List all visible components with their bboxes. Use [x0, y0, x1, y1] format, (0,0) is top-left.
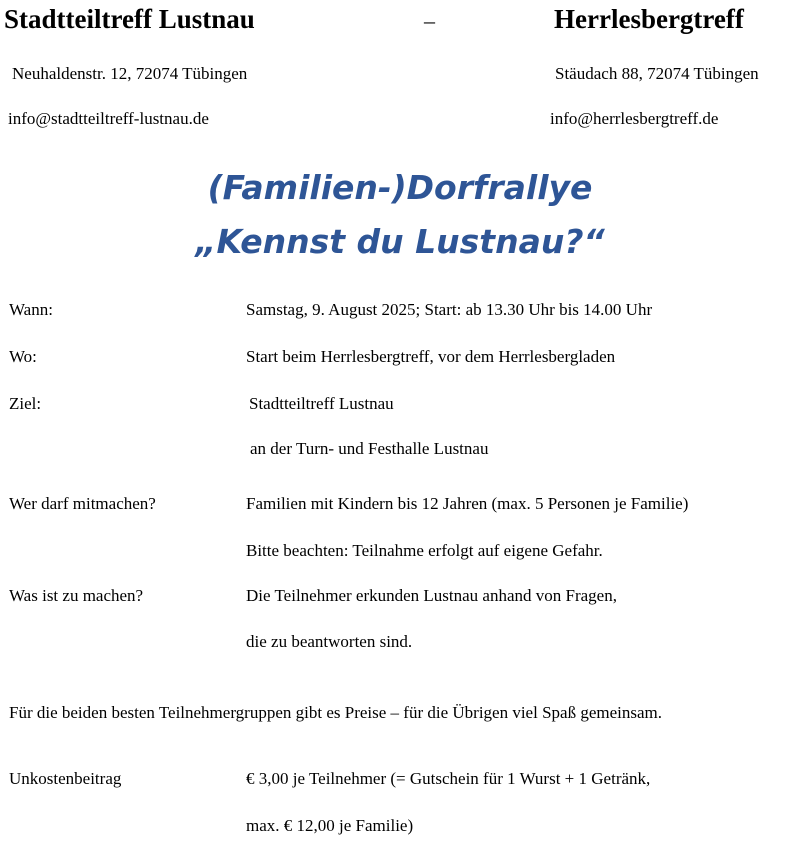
left-organization-name: Stadtteiltreff Lustnau — [4, 4, 255, 34]
who-label: Wer darf mitmachen? — [9, 494, 156, 513]
goal-label: Ziel: — [9, 394, 42, 413]
event-title-line-2: „Kennst du Lustnau?“ — [195, 222, 605, 261]
goal-value-line-1: Stadtteiltreff Lustnau — [249, 394, 394, 413]
event-title-line-1: (Familien-)Dorfrallye — [207, 168, 593, 207]
left-email: info@stadtteiltreff-lustnau.de — [8, 109, 209, 128]
right-organization-name: Herrlesbergtreff — [554, 4, 744, 34]
where-label: Wo: — [9, 347, 37, 366]
cost-value-line-1: € 3,00 je Teilnehmer (= Gutschein für 1 Wurst + 1 Getränk, — [246, 769, 651, 788]
goal-value-line-2: an der Turn- und Festhalle Lustnau — [250, 439, 489, 458]
right-email: info@herrlesbergtreff.de — [550, 109, 719, 128]
prizes-text: Für die beiden besten Teilnehmergruppen gibt es Preise – für die Übrigen viel Spaß gemeinsam. — [9, 703, 662, 722]
when-value: Samstag, 9. August 2025; Start: ab 13.30 Uhr bis 14.00 Uhr — [246, 300, 653, 319]
left-address: Neuhaldenstr. 12, 72074 Tübingen — [12, 64, 248, 83]
who-value-line-2: Bitte beachten: Teilnahme erfolgt auf eigene Gefahr. — [246, 541, 603, 560]
cost-value-line-2: max. € 12,00 je Familie) — [246, 816, 414, 835]
who-value-line-1: Familien mit Kindern bis 12 Jahren (max. 5 Personen je Familie) — [246, 494, 689, 513]
right-address: Stäudach 88, 72074 Tübingen — [555, 64, 759, 83]
when-label: Wann: — [9, 300, 53, 319]
what-value-line-2: die zu beantworten sind. — [246, 632, 413, 651]
cost-label: Unkostenbeitrag — [9, 769, 122, 788]
where-value: Start beim Herrlesbergtreff, vor dem Herrlesbergladen — [246, 347, 616, 366]
what-label: Was ist zu machen? — [9, 586, 144, 605]
what-value-line-1: Die Teilnehmer erkunden Lustnau anhand von Fragen, — [246, 586, 617, 605]
header-separator: – — [424, 8, 435, 33]
